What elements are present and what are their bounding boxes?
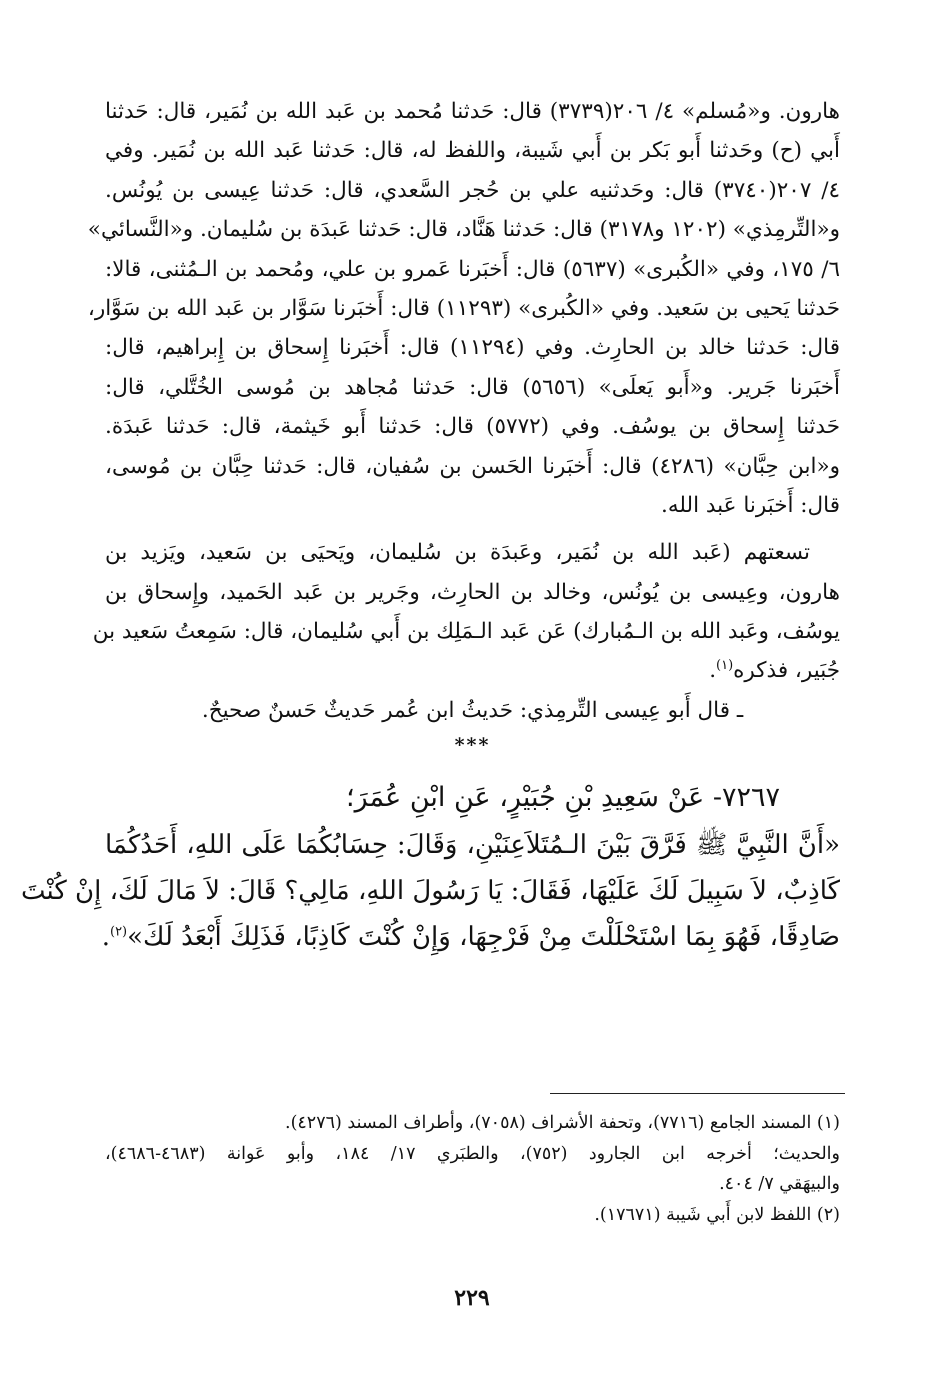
body-line: حَدثنا إِسحاق بن يوسُف. وفي (٥٧٧٢) قال: حَدثنا أَبو خَيثمة، قال: حَدثنا عَبدَة.	[105, 414, 840, 440]
body-line: هارون. و«مُسلم» ٤/ ٢٠٦(٣٧٣٩) قال: حَدثنا مُحمد بن عَبد الله بن نُمَير، قال: حَدثنا	[105, 99, 840, 124]
page-number: ٢٢٩	[454, 1285, 490, 1311]
footnote-line: والبيهَقي ٧/ ٤٠٤.	[719, 1174, 840, 1194]
footnote-marker: (١)	[716, 658, 734, 674]
body-line: و«التِّرمِذي» (١٢٠٢ و٣١٧٨) قال: حَدثنا هَنَّاد، قال: حَدثنا عَبدَة بن سُليمان. و«النَّسائي»	[87, 217, 840, 243]
hadith-heading: ٧٢٦٧- عَنْ سَعِيدِ بْنِ جُبَيْرٍ، عَنِ ابْنِ عُمَرَ؛	[346, 781, 780, 813]
footnotes	[105, 1108, 840, 1230]
section-separator: ***	[454, 733, 491, 756]
summary-line: يوسُف، وعَبد الله بن الـمُبارك) عَن عَبد الـمَلِك بن أَبي سُليمان، قال: سَمِعتُ سَعيد بن	[92, 619, 840, 645]
footnote-marker: (٢)	[109, 924, 128, 940]
tirmidhi-comment: ـ قال أَبو عِيسى التِّرمِذي: حَديثُ ابن عُمر حَديثٌ حَسنٌ صحيحٌ.	[201, 697, 744, 723]
hadith-last-line: صَادِقًا، فَهُوَ بِمَا اسْتَحْلَلْتَ مِنْ فَرْجِهَا، وَإِنْ كُنْتَ كَاذِبًا، فَذَلِكَ أَبْعَدُ لَكَ»$^{(٢)}$.	[101, 921, 840, 952]
body-line: أَخبَرنا جَرير. و«أَبو يَعلَى» (٥٦٥٦) قال: حَدثنا مُجاهد بن مُوسى الخُتَّلي، قال:	[105, 374, 841, 400]
summary-last-line: جُبَير، فذكره$^{(١)}$.	[709, 658, 840, 684]
body-line: قال: حَدثنا خالد بن الحارِث. وفي (١١٢٩٤) قال: أَخبَرنا إِسحاق بن إِبراهيم، قال:	[105, 335, 840, 361]
summary-last-text: جُبَير، فذكره	[733, 658, 840, 684]
footnote-line: (٢) اللفظ لابن أَبي شَيبة (١٧٦٧١).	[594, 1204, 840, 1225]
hadith-last-text: صَادِقًا، فَهُوَ بِمَا اسْتَحْلَلْتَ مِنْ فَرْجِهَا، وَإِنْ كُنْتَ كَاذِبًا، فَذَلِكَ أَبْعَدُ لَكَ»	[127, 921, 840, 952]
hadith-line: كَاذِبٌ، لاَ سَبِيلَ لَكَ عَلَيْهَا، فَقَالَ: يَا رَسُولَ اللهِ، مَالِي؟ قَالَ: لاَ مَالَ لَكَ، إِنْ كُنْتَ	[21, 875, 840, 906]
body-line: ٤/ ٢٠٧(٣٧٤٠) قال: وحَدثنيه علي بن حُجر السَّعدي، قال: حَدثنا عِيسى بن يُونُس.	[105, 177, 841, 203]
summary-line: هارون، وعِيسى بن يُونُس، وخالد بن الحارِث، وجَرير بن عَبد الحَميد، وإِسحاق بن	[105, 579, 840, 605]
footnote-line: (١) المسند الجامع (٧٧١٦)، وتحفة الأشراف (٧٠٥٨)، وأطراف المسند (٤٢٧٦).	[285, 1113, 840, 1133]
hadith-line: «أَنَّ النَّبِيَّ ﷺ فَرَّقَ بَيْنَ الـمُتَلاَعِنَيْنِ، وَقَالَ: حِسَابُكُمَا عَلَى اللهِ، أَحَدُكُمَا	[105, 829, 840, 860]
body-line: حَدثنا يَحيى بن سَعيد. وفي «الكُبرى» (١١٢٩٣) قال: أَخبَرنا سَوَّار بن عَبد الله بن سَوَّار،	[87, 295, 840, 321]
footnote-line: والحديث؛ أخرجه ابن الجارود (٧٥٢)، والطبَري ١٧/ ١٨٤، وأبو عَوانة (٤٦٨٣-٤٦٨٦)،	[105, 1143, 840, 1164]
body-line: قال: أَخبَرنا عَبد الله.	[661, 492, 840, 518]
main-text	[21, 92, 841, 960]
body-line: و«ابن حِبَّان» (٤٢٨٦) قال: أَخبَرنا الحَسن بن سُفيان، قال: حَدثنا حِبَّان بن مُوسى،	[105, 453, 840, 479]
body-line: ٦/ ١٧٥، وفي «الكُبرى» (٥٦٣٧) قال: أَخبَرنا عَمرو بن علي، ومُحمد بن الـمُثنى، قالا:	[105, 256, 841, 282]
footnote-divider	[550, 1093, 845, 1094]
summary-line: تسعتهم (عَبد الله بن نُمَير، وعَبدَة بن سُليمان، ويَحيَى بن سَعيد، ويَزيد بن	[105, 540, 810, 566]
body-line: أَبي (ح) وحَدثنا أَبو بَكر بن أَبي شَيبة، واللفظ له، قال: حَدثنا عَبد الله بن نُمَير. وفي	[105, 138, 840, 164]
